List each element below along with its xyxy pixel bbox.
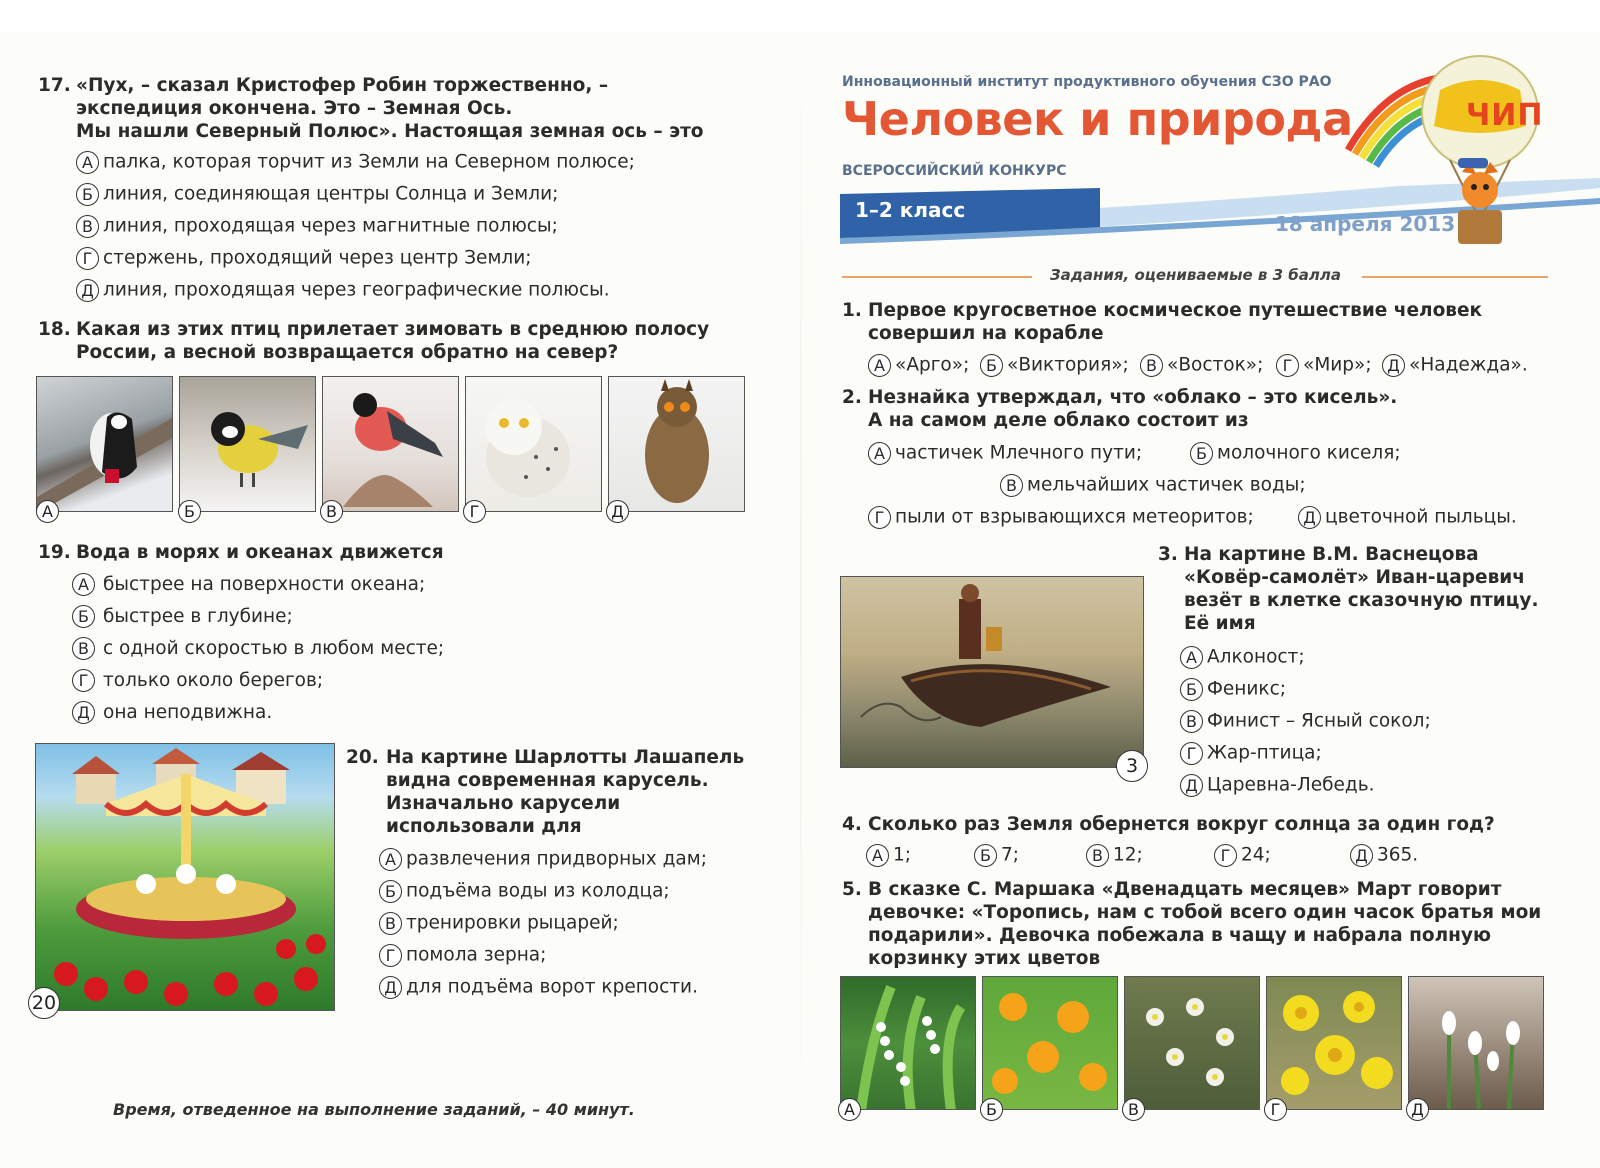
option-text: помола зерна; xyxy=(406,944,547,966)
option-text: палка, которая торчит из Земли на Северном полюсе; xyxy=(103,151,635,173)
q20-option-e[interactable] xyxy=(379,976,698,999)
option-letter: Б xyxy=(72,605,95,628)
question-line: «Ковёр-самолёт» Иван-царевич xyxy=(1184,567,1525,588)
question-17-text xyxy=(38,74,704,143)
option-text: она неподвижна. xyxy=(103,701,273,723)
q3-option-e[interactable] xyxy=(1180,774,1375,797)
option-letter: В xyxy=(1000,474,1023,497)
q1-option-b[interactable] xyxy=(980,354,1129,377)
option-text: 12; xyxy=(1113,844,1143,866)
bird-photo-snowy-owl[interactable] xyxy=(465,376,602,512)
option-letter: Г xyxy=(72,669,95,692)
option-letter: Б xyxy=(1180,678,1203,701)
q2-option-b[interactable] xyxy=(1190,442,1401,465)
option-letter: А xyxy=(868,354,891,377)
q19-option-a[interactable] xyxy=(72,573,425,596)
question-line: На картине Шарлотты Лашапель xyxy=(386,747,745,768)
option-text: 365. xyxy=(1377,844,1419,866)
question-number: 19. xyxy=(38,542,71,563)
option-text: быстрее в глубине; xyxy=(103,605,293,627)
q2-option-c[interactable] xyxy=(1000,474,1306,497)
option-letter: В xyxy=(72,637,95,660)
section-divider-left xyxy=(842,276,1032,278)
option-letter: А xyxy=(76,151,99,174)
option-letter: Г xyxy=(1214,844,1237,867)
option-text: «Виктория»; xyxy=(1007,354,1129,376)
carousel-painting[interactable] xyxy=(35,743,335,1011)
q17-option-d[interactable] xyxy=(76,247,531,270)
q20-option-c[interactable] xyxy=(379,912,619,935)
option-text: «Мир»; xyxy=(1303,354,1372,376)
q17-option-e[interactable] xyxy=(76,279,610,302)
question-line: использовали для xyxy=(386,816,582,837)
photo-label: В xyxy=(1122,1098,1145,1121)
q17-option-a[interactable] xyxy=(76,151,635,174)
q4-option-d[interactable] xyxy=(1214,844,1271,867)
option-text: 24; xyxy=(1241,844,1271,866)
option-text: «Арго»; xyxy=(895,354,970,376)
flying-carpet-illustration xyxy=(841,577,1144,768)
option-letter: Б xyxy=(974,844,997,867)
chip-logo-text: ЧИП xyxy=(1466,98,1544,133)
option-text: Жар-птица; xyxy=(1207,742,1322,764)
option-letter: В xyxy=(76,215,99,238)
question-line: экспедиция окончена. Это – Земная Ось. xyxy=(76,98,513,119)
question-number: 5. xyxy=(842,879,862,900)
option-text: Царевна-Лебедь. xyxy=(1207,774,1375,796)
option-text: молочного киселя; xyxy=(1217,442,1401,464)
q1-option-e[interactable] xyxy=(1382,354,1528,377)
snowy-owl-illustration xyxy=(466,377,602,512)
option-letter: Д xyxy=(379,976,402,999)
question-line: совершил на корабле xyxy=(868,323,1104,344)
flying-carpet-painting[interactable] xyxy=(840,576,1144,768)
q17-option-b[interactable] xyxy=(76,183,558,206)
option-letter: Г xyxy=(379,944,402,967)
question-line: «Пух, – сказал Кристофер Робин торжественно, – xyxy=(76,75,609,96)
option-letter: Г xyxy=(76,247,99,270)
option-text: «Восток»; xyxy=(1167,354,1264,376)
option-text: с одной скоростью в любом месте; xyxy=(103,637,445,659)
option-text: стержень, проходящий через центр Земли; xyxy=(103,247,532,269)
q2-option-a[interactable] xyxy=(868,442,1142,465)
option-text: пыли от взрывающихся метеоритов; xyxy=(895,506,1254,528)
photo-label: А xyxy=(838,1098,861,1121)
institute-name: Инновационный институт продуктивного обучения СЗО РАО xyxy=(842,74,1332,90)
q1-option-d[interactable] xyxy=(1276,354,1372,377)
option-text: мельчайших частичек воды; xyxy=(1027,474,1306,496)
option-text: линия, проходящая через магнитные полюсы; xyxy=(103,215,558,237)
image-number-badge: 20 xyxy=(28,987,60,1019)
question-line: подарили». Девочка побежала в чащу и набрала полную xyxy=(868,925,1491,946)
flower-photo-white-flowers[interactable] xyxy=(1124,976,1260,1110)
q4-option-b[interactable] xyxy=(974,844,1019,867)
q1-option-c[interactable] xyxy=(1140,354,1263,377)
option-text: подъёма воды из колодца; xyxy=(406,880,670,902)
contest-title: Человек и природа xyxy=(842,92,1353,146)
question-line: Её имя xyxy=(1184,613,1256,634)
photo-label: А xyxy=(36,500,59,523)
photo-label: Б xyxy=(178,500,201,523)
bird-photo-woodpecker[interactable] xyxy=(36,376,173,512)
option-text: линия, проходящая через географические полюсы. xyxy=(103,279,610,301)
photo-label: Д xyxy=(606,500,629,523)
contest-date: 18 апреля 2013 xyxy=(1275,212,1456,236)
option-letter: Б xyxy=(980,354,1003,377)
option-letter: Д xyxy=(1350,844,1373,867)
option-text: Алконост; xyxy=(1207,646,1305,668)
section-title: Задания, оцениваемые в 3 балла xyxy=(1050,266,1341,284)
option-letter: Г xyxy=(1276,354,1299,377)
q3-option-d[interactable] xyxy=(1180,742,1322,765)
q17-option-c[interactable] xyxy=(76,215,558,238)
option-text: для подъёма ворот крепости. xyxy=(406,976,698,998)
bird-photo-great-tit[interactable] xyxy=(179,376,316,512)
q3-option-a[interactable] xyxy=(1180,646,1305,669)
q20-option-d[interactable] xyxy=(379,944,546,967)
q19-option-e[interactable] xyxy=(72,701,272,724)
option-text: быстрее на поверхности океана; xyxy=(103,573,426,595)
option-text: Финист – Ясный сокол; xyxy=(1207,710,1431,732)
option-letter: А xyxy=(72,573,95,596)
option-text: Феникс; xyxy=(1207,678,1287,700)
question-number: 4. xyxy=(842,814,862,835)
option-letter: В xyxy=(379,912,402,935)
lily-of-the-valley-illustration xyxy=(841,977,976,1110)
question-3-text xyxy=(1158,543,1538,635)
q1-option-a[interactable] xyxy=(868,354,969,377)
question-line: корзинку этих цветов xyxy=(868,948,1101,969)
carousel-illustration xyxy=(36,744,335,1011)
question-line: Мы нашли Северный Полюс». Настоящая земная ось – это xyxy=(76,121,704,142)
q4-option-a[interactable] xyxy=(866,844,911,867)
snowdrops-illustration xyxy=(1409,977,1544,1110)
question-line: Незнайка утверждал, что «облако – это кисель». xyxy=(868,387,1398,408)
option-letter: Г xyxy=(1180,742,1203,765)
q19-option-c[interactable] xyxy=(72,637,444,660)
question-line: В сказке С. Маршака «Двенадцать месяцев» Март говорит xyxy=(868,879,1502,900)
option-text: 7; xyxy=(1001,844,1020,866)
question-line: России, а весной возвращается обратно на север? xyxy=(76,342,619,363)
flower-photo-lily-of-the-valley[interactable] xyxy=(840,976,976,1110)
bird-photo-eagle-owl[interactable] xyxy=(608,376,745,512)
globeflower-illustration xyxy=(983,977,1118,1110)
question-20-text xyxy=(346,746,744,838)
q2-option-d[interactable] xyxy=(868,506,1254,529)
option-text: «Надежда». xyxy=(1409,354,1528,376)
page-fold xyxy=(800,30,802,1140)
question-number: 1. xyxy=(842,300,862,321)
contest-subtitle: ВСЕРОССИЙСКИЙ КОНКУРС xyxy=(842,163,1067,179)
q3-option-c[interactable] xyxy=(1180,710,1431,733)
question-2-text xyxy=(842,386,1397,432)
question-number: 18. xyxy=(38,319,71,340)
option-text: развлечения придворных дам; xyxy=(406,848,707,870)
question-line: девочке: «Торопись, нам с тобой всего один часок братья мои xyxy=(868,902,1542,923)
bullfinch-illustration xyxy=(323,377,459,512)
option-text: 1; xyxy=(893,844,912,866)
time-limit-note: Время, отведенное на выполнение заданий, – 40 минут. xyxy=(113,1100,635,1119)
woodpecker-illustration xyxy=(37,377,173,512)
question-line: Изначально карусели xyxy=(386,793,621,814)
q4-option-e[interactable] xyxy=(1350,844,1418,867)
photo-label: Г xyxy=(1264,1098,1287,1121)
question-number: 2. xyxy=(842,387,862,408)
question-line: Вода в морях и океанах движется xyxy=(76,542,444,563)
option-letter: Б xyxy=(379,880,402,903)
question-18-text xyxy=(38,318,709,364)
option-letter: В xyxy=(1140,354,1163,377)
question-line: А на самом деле облако состоит из xyxy=(868,410,1249,431)
q2-option-e[interactable] xyxy=(1298,506,1517,529)
question-line: везёт в клетке сказочную птицу. xyxy=(1184,590,1539,611)
option-letter: В xyxy=(1086,844,1109,867)
question-number: 3. xyxy=(1158,544,1178,565)
option-letter: Д xyxy=(72,701,95,724)
question-line: Первое кругосветное космическое путешествие человек xyxy=(868,300,1483,321)
option-letter: Д xyxy=(1382,354,1405,377)
option-letter: Г xyxy=(868,506,891,529)
option-letter: Д xyxy=(1180,774,1203,797)
option-letter: А xyxy=(379,848,402,871)
photo-label: Г xyxy=(463,500,486,523)
question-line: Какая из этих птиц прилетает зимовать в среднюю полосу xyxy=(76,319,710,340)
q20-option-a[interactable] xyxy=(379,848,707,871)
option-text: линия, соединяющая центры Солнца и Земли; xyxy=(103,183,559,205)
page-top-margin xyxy=(0,0,1600,32)
q4-option-c[interactable] xyxy=(1086,844,1143,867)
photo-label: Б xyxy=(980,1098,1003,1121)
photo-label: Д xyxy=(1406,1098,1429,1121)
option-text: только около берегов; xyxy=(103,669,324,691)
option-text: тренировки рыцарей; xyxy=(406,912,619,934)
question-19-text xyxy=(38,541,444,564)
question-line: видна современная карусель. xyxy=(386,770,709,791)
q3-option-b[interactable] xyxy=(1180,678,1286,701)
q19-option-d[interactable] xyxy=(72,669,323,692)
option-letter: Д xyxy=(76,279,99,302)
q19-option-b[interactable] xyxy=(72,605,293,628)
option-letter: В xyxy=(1180,710,1203,733)
option-letter: Д xyxy=(1298,506,1321,529)
photo-label: В xyxy=(320,500,343,523)
rainbow-balloon-logo xyxy=(1340,50,1590,250)
question-line: На картине В.М. Васнецова xyxy=(1184,544,1479,565)
q20-option-b[interactable] xyxy=(379,880,670,903)
eagle-owl-illustration xyxy=(609,377,745,512)
great-tit-illustration xyxy=(180,377,316,512)
option-letter: А xyxy=(866,844,889,867)
option-text: частичек Млечного пути; xyxy=(895,442,1143,464)
question-1-text xyxy=(842,299,1482,345)
flower-photo-coltsfoot[interactable] xyxy=(1266,976,1402,1110)
question-5-text xyxy=(842,878,1541,970)
question-number: 17. xyxy=(38,75,71,96)
image-number-badge: 3 xyxy=(1116,750,1148,782)
coltsfoot-illustration xyxy=(1267,977,1402,1110)
flower-photo-snowdrops[interactable] xyxy=(1408,976,1544,1110)
option-letter: А xyxy=(868,442,891,465)
question-4-text xyxy=(842,813,1495,836)
grade-label: 1–2 класс xyxy=(855,198,966,222)
option-letter: А xyxy=(1180,646,1203,669)
option-letter: Б xyxy=(1190,442,1213,465)
option-letter: Б xyxy=(76,183,99,206)
question-line: Сколько раз Земля обернется вокруг солнца за один год? xyxy=(868,814,1495,835)
flower-photo-globeflower[interactable] xyxy=(982,976,1118,1110)
bird-photo-bullfinch[interactable] xyxy=(322,376,459,512)
white-flowers-illustration xyxy=(1125,977,1260,1110)
question-number: 20. xyxy=(346,747,379,768)
option-text: цветочной пыльцы. xyxy=(1325,506,1517,528)
section-divider-right xyxy=(1362,276,1548,278)
